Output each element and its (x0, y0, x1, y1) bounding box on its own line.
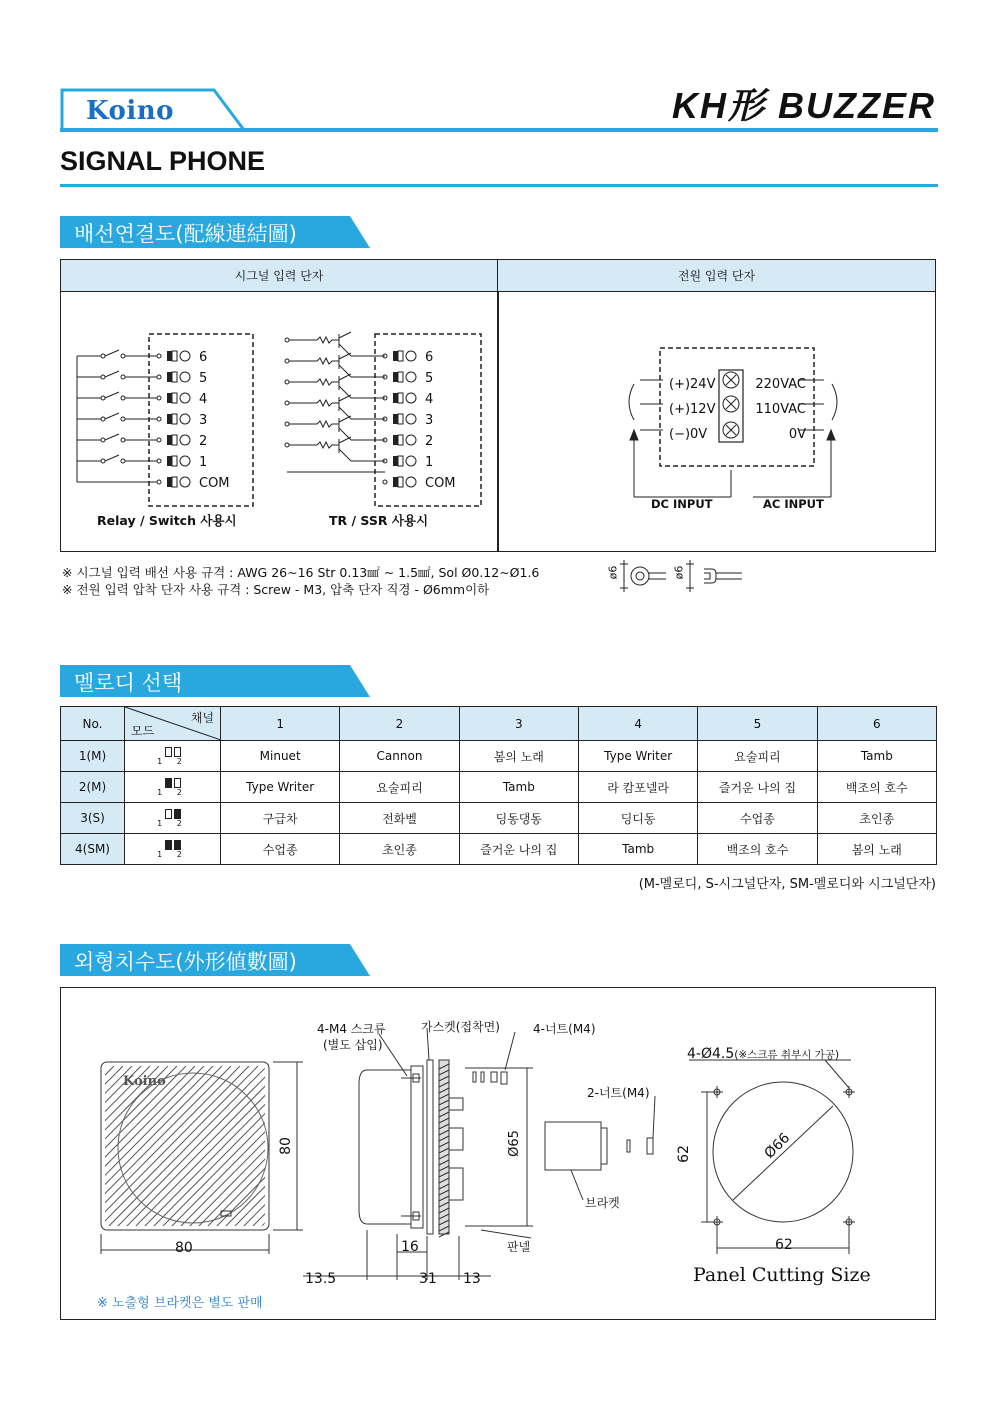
channel-1: 1 (221, 707, 340, 741)
melody-cell: 초인종 (340, 834, 459, 865)
dip-switch-setting (125, 772, 221, 803)
screw-sublabel: (별도 삽입) (323, 1038, 383, 1052)
subtitle-rule (60, 184, 938, 187)
svg-text:2: 2 (425, 434, 434, 449)
dip-switch-off (165, 747, 172, 757)
signal-input-header: 시그널 입력 단자 (61, 260, 498, 292)
terminal-5 (157, 371, 207, 386)
front-brand-mark: Koino (123, 1074, 166, 1089)
melody-row (61, 834, 937, 865)
dip-switch-setting (125, 741, 221, 772)
dc-label-12v: (+)12V (669, 402, 716, 417)
melody-cell: 딩동댕동 (459, 803, 578, 834)
bracket-label: 브라켓 (585, 1196, 620, 1210)
melody-cell: 즐거운 나의 집 (698, 772, 817, 803)
melody-cell: 요술피리 (340, 772, 459, 803)
melody-footnote: (M-멜로디, S-시그널단자, SM-멜로디와 시그널단자) (638, 877, 936, 892)
side-dim-13-5: 13.5 (305, 1271, 337, 1287)
terminal-6 (383, 350, 433, 365)
power-diagram (498, 292, 935, 551)
header-no: No. (61, 707, 125, 741)
svg-text:2: 2 (199, 434, 208, 449)
melody-cell: Tamb (459, 772, 578, 803)
dip-switch-digits: 1 2 (157, 756, 188, 766)
channel-6: 6 (817, 707, 936, 741)
row-mode-number: 1(M) (61, 741, 125, 772)
melody-row (61, 741, 937, 772)
ac-input-label: AC INPUT (763, 497, 824, 511)
svg-text:4: 4 (425, 392, 434, 407)
melody-cell: 수업종 (221, 834, 340, 865)
channel-2: 2 (340, 707, 459, 741)
dc-input-label: DC INPUT (651, 497, 713, 511)
melody-cell: 백조의 호수 (698, 834, 817, 865)
row-mode-number: 4(SM) (61, 834, 125, 865)
melody-cell: 초인종 (817, 803, 936, 834)
document-title: KH形 BUZZER (672, 85, 936, 126)
cut-width-dim: 62 (775, 1237, 793, 1253)
terminal-4 (383, 392, 433, 407)
terminal-2 (383, 434, 433, 449)
header-mode-channel (125, 707, 221, 741)
brand-logo: Koino (86, 96, 174, 126)
header-channel: 채널 (190, 711, 214, 725)
power-spec-note: ※ 전원 입력 압착 단자 사용 규격 : Screw - M3, 압축 단자 직경 - Ø6mm이하 (62, 582, 490, 597)
melody-cell: Type Writer (221, 772, 340, 803)
header-mode: 모드 (131, 724, 155, 738)
svg-text:3: 3 (199, 413, 208, 428)
dip-switch-setting (125, 803, 221, 834)
side-dim-13: 13 (463, 1271, 481, 1287)
melody-cell: 백조의 호수 (817, 772, 936, 803)
terminal-COM (157, 476, 230, 491)
svg-text:COM: COM (425, 476, 456, 491)
terminal-1 (157, 455, 207, 470)
melody-cell: 딩디동 (578, 803, 697, 834)
page-subtitle: SIGNAL PHONE (60, 146, 266, 176)
dip-switch-off (165, 809, 172, 819)
phi65-dim: Ø65 (506, 1130, 522, 1157)
bracket-footnote: ※ 노출형 브라켓은 별도 판매 (97, 1296, 263, 1311)
svg-text:1: 1 (425, 455, 434, 470)
side-dim-31: 31 (419, 1271, 437, 1287)
terminal-6 (157, 350, 207, 365)
row-mode-number: 3(S) (61, 803, 125, 834)
dimension-section-title: 외형치수도(外形値數圖) (74, 950, 297, 974)
ac-label-0v: 0V (788, 427, 806, 442)
tr-caption: TR / SSR 사용시 (329, 513, 429, 528)
melody-cell: Tamb (578, 834, 697, 865)
dip-switch-digits: 1 2 (157, 818, 188, 828)
hole-spec (687, 1046, 839, 1062)
dc-voltage-labels (669, 372, 715, 447)
channel-3: 3 (459, 707, 578, 741)
melody-cell: Cannon (340, 741, 459, 772)
melody-cell: Type Writer (578, 741, 697, 772)
svg-text:COM: COM (199, 476, 230, 491)
front-width-dim: 80 (175, 1240, 193, 1256)
nut2-label: 2-너트(M4) (587, 1086, 650, 1100)
header-rule (60, 128, 938, 132)
dc-label-0v: (−)0V (669, 427, 708, 442)
ac-voltage-labels (750, 372, 806, 447)
svg-text:4: 4 (199, 392, 208, 407)
dip-switch-setting (125, 834, 221, 865)
dip-switch-off (174, 778, 181, 788)
hole-label: 4-Ø4.5 (687, 1046, 735, 1062)
melody-cell: Tamb (817, 741, 936, 772)
svg-text:6: 6 (425, 350, 434, 365)
svg-text:5: 5 (425, 371, 434, 386)
power-input-header: 전원 입력 단자 (498, 260, 935, 292)
dip-switch-on (165, 778, 172, 788)
dip-switch-on (174, 840, 181, 850)
relay-caption: Relay / Switch 사용시 (97, 513, 237, 528)
melody-row (61, 803, 937, 834)
terminal-3 (157, 413, 207, 428)
terminal-3 (383, 413, 433, 428)
melody-cell: 수업종 (698, 803, 817, 834)
terminal-2 (157, 434, 207, 449)
melody-cell: 전화벨 (340, 803, 459, 834)
lug-diameter-2: ø6 (672, 565, 686, 580)
melody-cell: 요술피리 (698, 741, 817, 772)
terminal-4 (157, 392, 207, 407)
terminal-1 (383, 455, 433, 470)
dip-switch-off (174, 747, 181, 757)
signal-spec-note: ※ 시그널 입력 배선 사용 규격 : AWG 26∼16 Str 0.13㎟ ∼ 1.5㎟, Sol Ø0.12∼Ø1.6 (62, 565, 540, 580)
dip-switch-digits: 1 2 (157, 849, 188, 859)
wiring-panel (60, 259, 936, 552)
lug-diameter-1: ø6 (606, 565, 620, 580)
svg-text:5: 5 (199, 371, 208, 386)
side-view-cover (359, 1070, 411, 1224)
wiring-section-title: 배선연결도(配線連結圖) (74, 222, 297, 246)
panel-label: 판넬 (507, 1240, 531, 1254)
melody-row (61, 772, 937, 803)
dip-switch-on (174, 809, 181, 819)
dc-label-24v: (+)24V (669, 377, 716, 392)
dip-switch-digits: 1 2 (157, 787, 188, 797)
front-height-dim: 80 (277, 1137, 294, 1155)
melody-cell: 봄의 노래 (459, 741, 578, 772)
gasket-label: 가스켓(접착면) (421, 1020, 500, 1034)
nut4-label: 4-너트(M4) (533, 1022, 596, 1036)
melody-section-title: 멜로디 선택 (74, 671, 183, 695)
ac-label-110: 110VAC (755, 402, 806, 417)
svg-text:3: 3 (425, 413, 434, 428)
phi66-dim: Ø66 (761, 1130, 794, 1162)
cut-height-dim: 62 (675, 1145, 692, 1163)
channel-5: 5 (698, 707, 817, 741)
ac-label-220: 220VAC (755, 377, 806, 392)
melody-cell: 구급차 (221, 803, 340, 834)
melody-cell: 즐거운 나의 집 (459, 834, 578, 865)
melody-cell: 라 캄포넬라 (578, 772, 697, 803)
row-mode-number: 2(M) (61, 772, 125, 803)
dimension-panel (60, 987, 936, 1320)
terminal-5 (383, 371, 433, 386)
channel-4: 4 (578, 707, 697, 741)
terminal-COM (383, 476, 456, 491)
svg-text:1: 1 (199, 455, 208, 470)
dip-switch-on (165, 840, 172, 850)
side-dim-16: 16 (401, 1239, 419, 1255)
screw-label: 4-M4 스크류 (317, 1022, 386, 1036)
hole-note: (※스크류 취부시 가공) (734, 1049, 840, 1061)
melody-cell: Minuet (221, 741, 340, 772)
melody-cell: 봄의 노래 (817, 834, 936, 865)
melody-table (60, 706, 937, 865)
svg-text:6: 6 (199, 350, 208, 365)
panel-cutting-title: Panel Cutting Size (693, 1264, 871, 1286)
